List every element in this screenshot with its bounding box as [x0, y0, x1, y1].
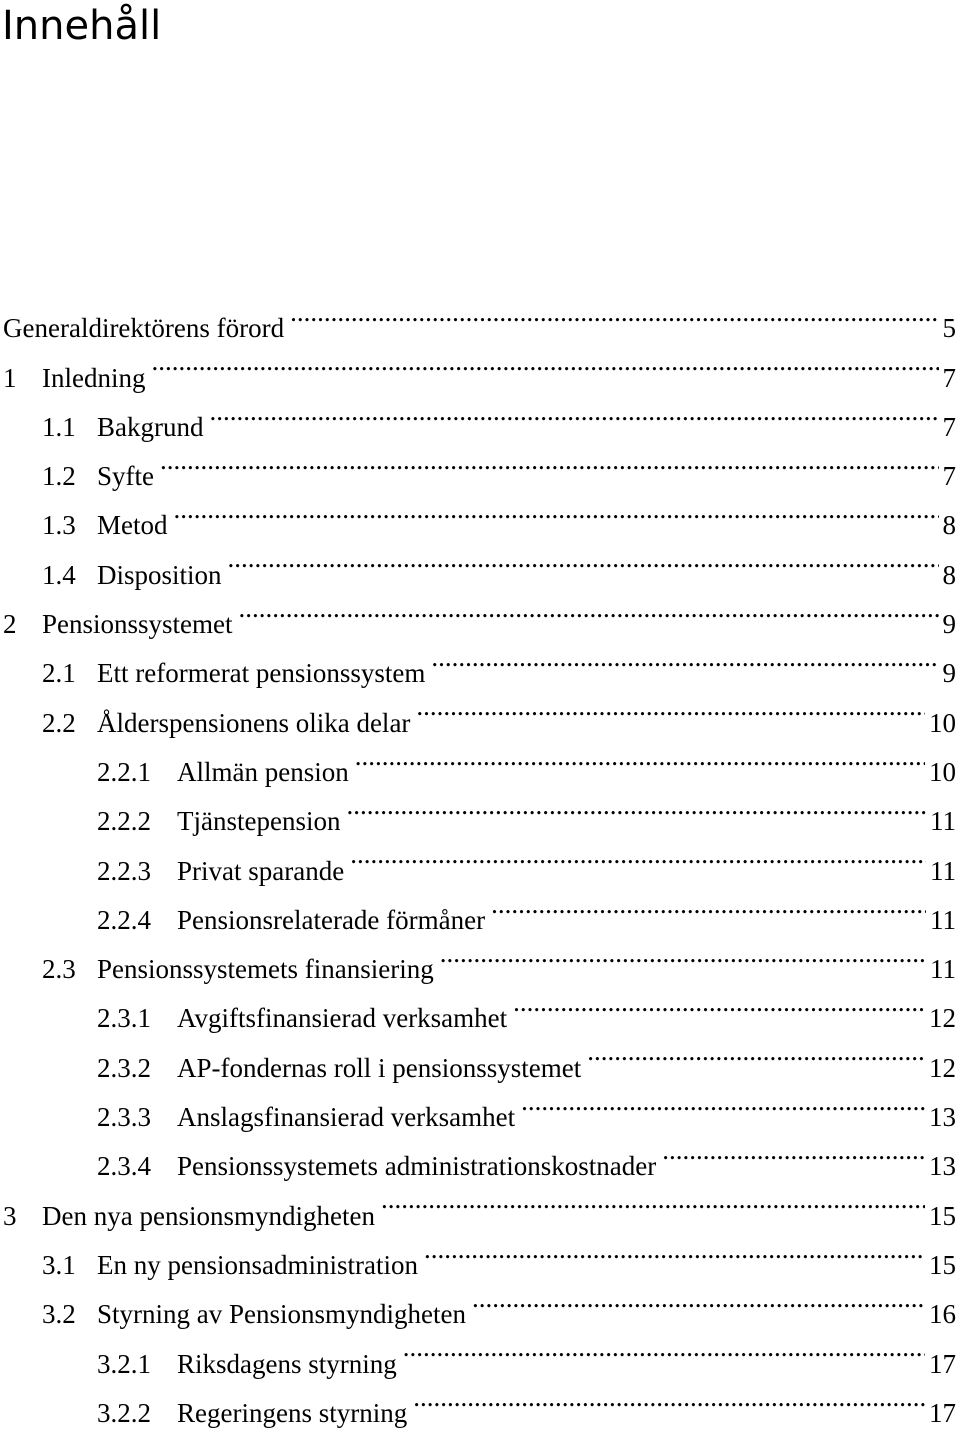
- toc-entry-title: Pensionssystemets finansiering: [97, 954, 434, 985]
- toc-entry-number: 2.1: [42, 658, 76, 689]
- dot-leader: [381, 1175, 925, 1224]
- toc-entry-number: 2.2.4: [97, 904, 151, 935]
- toc-entry-page-number: 15: [929, 1249, 956, 1280]
- toc-entry-page-number: 12: [929, 1052, 956, 1083]
- dot-leader: [355, 732, 925, 781]
- toc-entry-page-number: 10: [929, 707, 956, 738]
- dot-leader: [346, 781, 926, 830]
- dot-leader: [416, 682, 925, 731]
- toc-entry-number: 1: [3, 362, 17, 393]
- toc-entry-number: 2.3.4: [97, 1151, 151, 1182]
- toc-entry-page-number: 13: [929, 1151, 956, 1182]
- toc-entry-page-number: 10: [929, 756, 956, 787]
- toc-entry-page-number: 5: [942, 313, 956, 344]
- table-of-contents: [0, 288, 960, 1428]
- toc-entry-number: 2.3.2: [97, 1052, 151, 1083]
- dot-leader: [403, 1323, 925, 1372]
- toc-entry-number: 3.1: [42, 1249, 76, 1280]
- toc-entry-page-number: 12: [929, 1003, 956, 1034]
- toc-entry-title: Pensionssystemets administrationskostnader: [177, 1151, 657, 1182]
- toc-entry-title: Syfte: [97, 461, 154, 492]
- toc-entry-page-number: 17: [929, 1348, 956, 1379]
- toc-entry-page-number: 8: [942, 559, 956, 590]
- toc-entry-number: 2.3.3: [97, 1102, 151, 1133]
- toc-entry-title: Allmän pension: [177, 756, 349, 787]
- toc-entry-page-number: 17: [929, 1397, 956, 1428]
- dot-leader: [513, 978, 925, 1027]
- toc-entry-title: Pensionssystemet: [42, 609, 233, 640]
- page-title: Innehåll: [2, 3, 162, 49]
- toc-entry-title: Regeringens styrning: [177, 1397, 408, 1428]
- toc-entry-number: 1.2: [42, 461, 76, 492]
- toc-entry[interactable]: [0, 288, 960, 344]
- toc-entry-title: Ett reformerat pensionssystem: [97, 658, 426, 689]
- toc-entry-page-number: 11: [930, 855, 956, 886]
- toc-entry-number: 2.2.2: [97, 806, 151, 837]
- toc-entry-number: 1.4: [42, 559, 76, 590]
- toc-entry-number: 2.2.3: [97, 855, 151, 886]
- toc-entry-page-number: 11: [930, 806, 956, 837]
- toc-entry-page-number: 7: [942, 362, 956, 393]
- toc-entry-title: En ny pensionsadministration: [97, 1249, 418, 1280]
- dot-leader: [228, 534, 939, 583]
- toc-entry-page-number: 11: [930, 904, 956, 935]
- toc-entry-title: Styrning av Pensionsmyndigheten: [97, 1299, 466, 1330]
- toc-entry-number: 2.3.1: [97, 1003, 151, 1034]
- toc-entry-title: Ålderspensionens olika delar: [97, 707, 411, 738]
- toc-entry-title: Metod: [97, 510, 168, 541]
- dot-leader: [431, 633, 938, 682]
- toc-entry-page-number: 9: [942, 658, 956, 689]
- toc-entry-page-number: 15: [929, 1200, 956, 1231]
- toc-entry-title: Pensionsrelaterade förmåner: [177, 904, 486, 935]
- dot-leader: [521, 1077, 925, 1126]
- dot-leader: [151, 337, 938, 386]
- dot-leader: [424, 1225, 925, 1274]
- toc-entry-title: Tjänstepension: [177, 806, 341, 837]
- toc-entry-title: Riksdagens styrning: [177, 1348, 397, 1379]
- toc-entry-title: Generaldirektörens förord: [3, 313, 285, 344]
- toc-entry-title: AP-fondernas roll i pensionssystemet: [177, 1052, 582, 1083]
- toc-entry-page-number: 7: [942, 411, 956, 442]
- dot-leader: [491, 880, 926, 929]
- dot-leader: [440, 929, 926, 978]
- toc-entry-title: Bakgrund: [97, 411, 204, 442]
- dot-leader: [587, 1027, 925, 1076]
- toc-entry-page-number: 16: [929, 1299, 956, 1330]
- toc-entry-page-number: 11: [930, 954, 956, 985]
- toc-entry-number: 2.3: [42, 954, 76, 985]
- toc-entry-number: 1.1: [42, 411, 76, 442]
- toc-entry-page-number: 9: [942, 609, 956, 640]
- toc-entry-title: Inledning: [42, 362, 146, 393]
- dot-leader: [174, 485, 939, 534]
- toc-entry-title: Avgiftsfinansierad verksamhet: [177, 1003, 508, 1034]
- toc-entry-number: 3.2: [42, 1299, 76, 1330]
- toc-entry-number: 2.2: [42, 707, 76, 738]
- toc-entry-number: 3: [3, 1200, 17, 1231]
- toc-entry-number: 2: [3, 609, 17, 640]
- toc-entry-page-number: 13: [929, 1102, 956, 1133]
- toc-entry-number: 2.2.1: [97, 756, 151, 787]
- dot-leader: [209, 387, 938, 436]
- dot-leader: [160, 436, 939, 485]
- dot-leader: [472, 1274, 925, 1323]
- toc-entry-number: 3.2.2: [97, 1397, 151, 1428]
- toc-entry-number: 3.2.1: [97, 1348, 151, 1379]
- toc-entry-title: Anslagsfinansierad verksamhet: [177, 1102, 516, 1133]
- toc-entry-title: Den nya pensionsmyndigheten: [42, 1200, 375, 1231]
- toc-entry-title: Disposition: [97, 559, 222, 590]
- toc-entry-page-number: 8: [942, 510, 956, 541]
- toc-entry-page-number: 7: [942, 461, 956, 492]
- dot-leader: [413, 1373, 925, 1422]
- dot-leader: [290, 288, 938, 337]
- toc-entry-number: 1.3: [42, 510, 76, 541]
- toc-entry-title: Privat sparande: [177, 855, 345, 886]
- dot-leader: [662, 1126, 925, 1175]
- dot-leader: [350, 830, 926, 879]
- dot-leader: [239, 584, 939, 633]
